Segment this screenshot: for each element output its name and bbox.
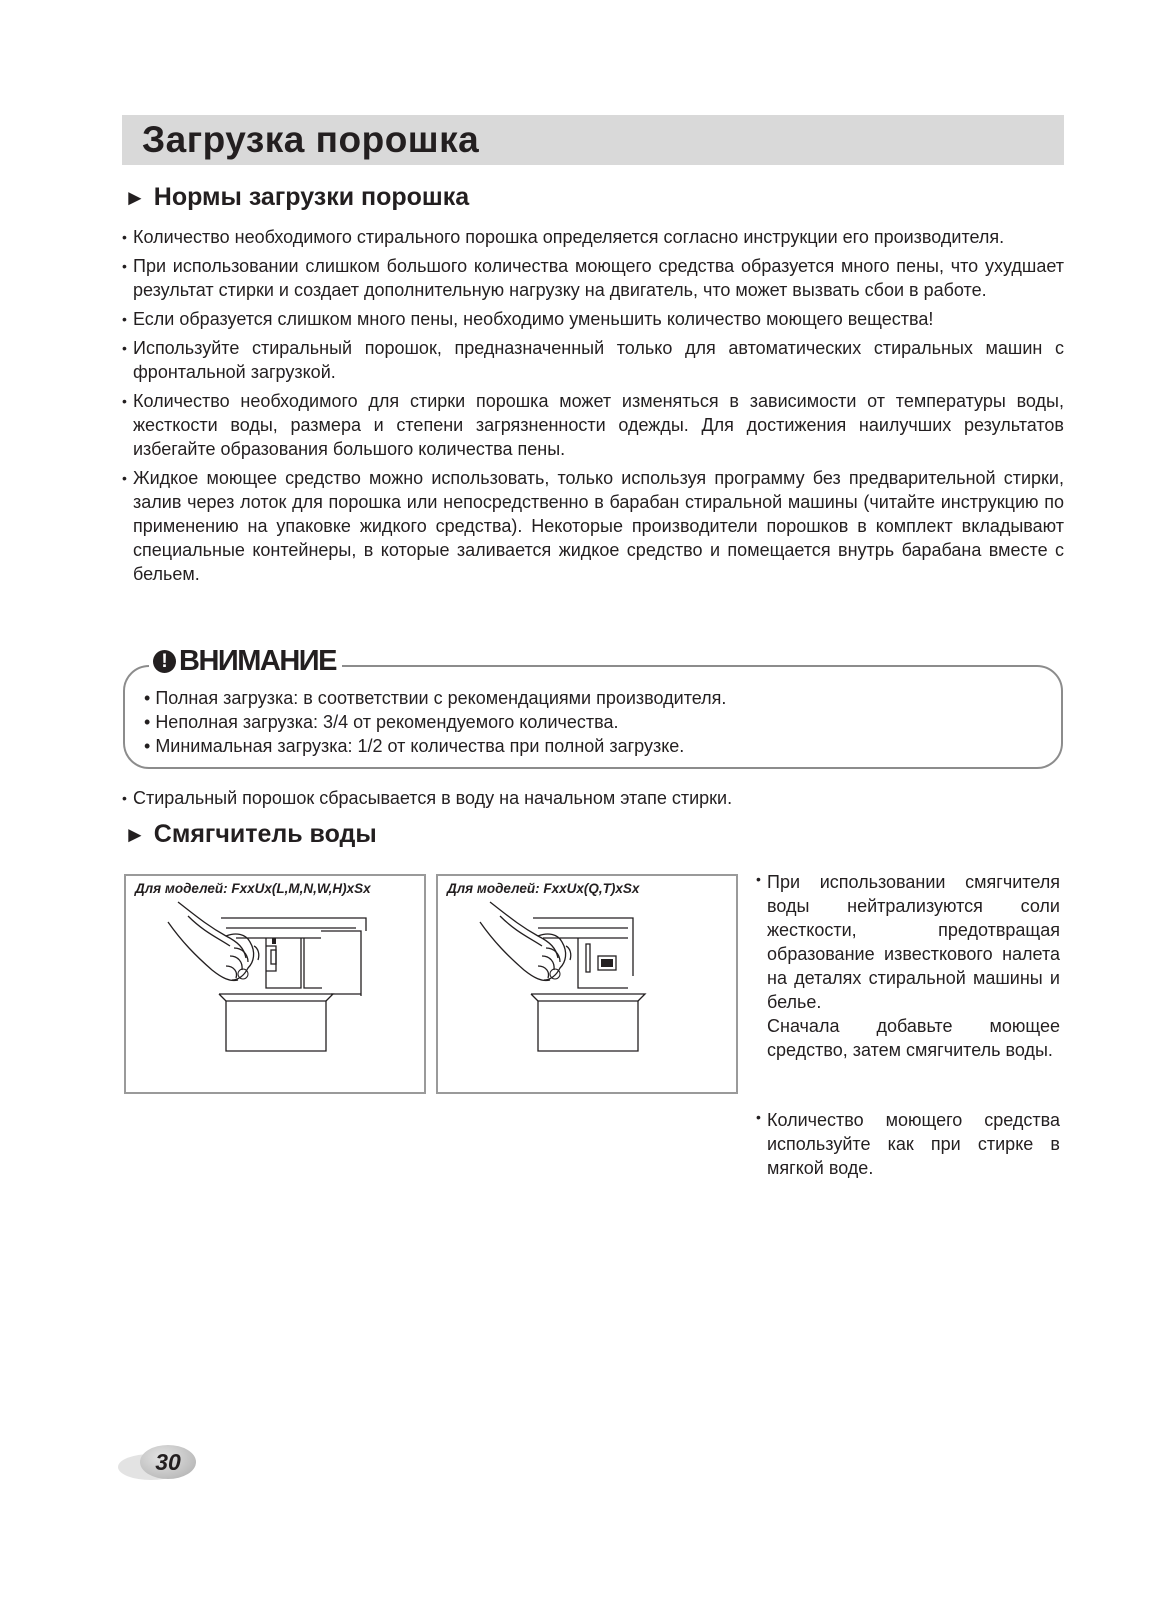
figure-caption: Для моделей: FxxUx(Q,T)xSx (447, 881, 640, 896)
section-heading-softener (124, 820, 377, 849)
caution-list (144, 686, 726, 758)
list-item: • Жидкое моющее средство можно использовать, только используя программу без предварительной стирки, залив через лоток для порошка или непосредственно в барабан стиральной машины (читайте инструкцию по применению на упаковке жидкого средства). Некоторые производители порошков в комплект вкладывают специальные контейнеры, в которые заливается жидкое средство и помещается внутрь барабана вместе с бельем. (122, 466, 1064, 586)
section-heading-text: Нормы загрузки порошка (153, 183, 470, 211)
caution-item: • Полная загрузка: в соответствии с рекомендациями производителя. (144, 686, 726, 710)
page-number: 30 (155, 1449, 181, 1475)
detergent-bullet-list (122, 225, 1064, 591)
list-item: • Если образуется слишком много пены, необходимо уменьшить количество моющего вещества! (122, 307, 1064, 331)
list-item: • При использовании слишком большого количества моющего средства образуется много пены, что ухудшает результат стирки и создает дополнительную нагрузку на двигатель, что может вызвать сбои в работе. (122, 254, 1064, 302)
list-item: • Используйте стиральный порошок, предназначенный только для автоматических стиральных машин с фронтальной загрузкой. (122, 336, 1064, 384)
list-item: • Количество необходимого для стирки порошка может изменяться в зависимости от температуры воды, жесткости воды, размера и степени загрязненности одежды. Для достижения наилучших результатов избегайте образования большого количества пены. (122, 389, 1064, 461)
page-number-badge (118, 1443, 198, 1481)
figure-dispenser-model-1 (124, 874, 426, 1094)
dispenser-illustration (126, 876, 428, 1096)
section-heading-detergent (124, 183, 469, 212)
list-item: • Количество моющего средства используйте как при стирке в мягкой воде. (757, 1108, 1060, 1180)
figure-dispenser-model-2 (436, 874, 738, 1094)
triangle-right-icon: ► (124, 185, 146, 210)
list-item (757, 870, 1060, 1062)
dispenser-illustration (438, 876, 740, 1096)
after-caution-list (122, 786, 1064, 815)
caution-title (149, 643, 342, 679)
softener-paragraph: • При использовании смягчителя воды нейтрализуются соли жесткости, предотвращая образование известкового налета на деталях стиральной машины и белье. (767, 872, 1060, 1012)
softener-bullet-list (757, 870, 1060, 1062)
caution-box (123, 645, 1063, 769)
caution-item: • Минимальная загрузка: 1/2 от количества при полной загрузке. (144, 734, 726, 758)
softener-bullet-list-2 (757, 1108, 1060, 1180)
title-band (122, 115, 1064, 165)
caution-item: • Неполная загрузка: 3/4 от рекомендуемого количества. (144, 710, 726, 734)
triangle-right-icon: ► (124, 822, 146, 847)
section-heading-text: Смягчитель воды (153, 820, 377, 848)
figure-caption: Для моделей: FxxUx(L,M,N,W,H)xSx (135, 881, 371, 896)
caution-title-text: ВНИМАНИЕ (179, 645, 336, 677)
exclamation-circle-icon: ! (153, 650, 176, 673)
softener-paragraph: Сначала добавьте моющее средство, затем смягчитель воды. (767, 1016, 1060, 1060)
list-item: • Количество необходимого стирального порошка определяется согласно инструкции его производителя. (122, 225, 1064, 249)
page-title: Загрузка порошка (142, 119, 480, 160)
list-item: • Стиральный порошок сбрасывается в воду на начальном этапе стирки. (122, 786, 1064, 810)
